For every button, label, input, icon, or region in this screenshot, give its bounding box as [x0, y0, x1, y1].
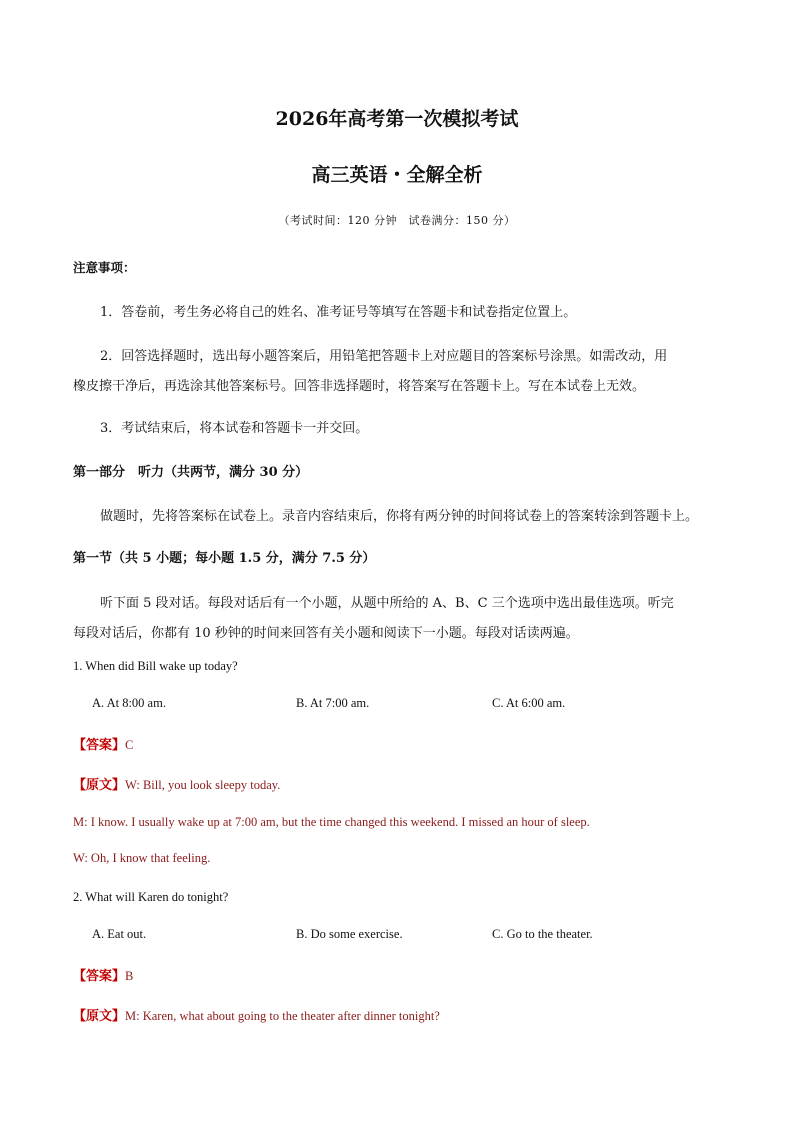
question-2-stem: 2. What will Karen do tonight? [73, 890, 229, 904]
question-2-answer [73, 965, 133, 984]
notice-item-2: 2．回答选择题时，选出每小题答案后，用铅笔把答题卡上对应题目的答案标号涂黑。如需改动，用 [100, 349, 668, 364]
part-one-instruction: 做题时，先将答案标在试卷上。录音内容结束后，你将有两分钟的时间将试卷上的答案转涂到答题卡上。 [100, 509, 699, 524]
section-one-instruction: 听下面 5 段对话。每段对话后有一个小题，从题中所给的 A、B、C 三个选项中选出最佳选项。听完 [100, 596, 674, 611]
transcript-label: 【原文】 [73, 778, 126, 793]
section-one-instruction-continued: 每段对话后，你都有 10 秒钟的时间来回答有关小题和阅读下一小题。每段对话读两遍。 [73, 626, 579, 641]
question-1-option-c: C. At 6:00 am. [492, 696, 566, 710]
question-1-transcript [73, 774, 280, 793]
answer-label: 【答案】 [73, 969, 126, 984]
question-2-transcript [73, 1005, 440, 1024]
question-2-option-c: C. Go to the theater. [492, 927, 593, 941]
transcript-line: M: I know. I usually wake up at 7:00 am, but the time changed this weekend. I missed an hour of sleep. [73, 815, 590, 829]
question-2-option-b: B. Do some exercise. [296, 927, 403, 941]
exam-info: （考试时间：120 分钟 试卷满分：150 分） [278, 214, 516, 227]
question-1-answer [73, 734, 133, 753]
transcript-line: W: Oh, I know that feeling. [73, 851, 211, 865]
section-one-heading: 第一节（共 5 小题；每小题 1.5 分，满分 7.5 分） [73, 551, 376, 566]
notice-item-1: 1．答卷前，考生务必将自己的姓名、准考证号等填写在答题卡和试卷指定位置上。 [100, 305, 577, 320]
exam-subtitle: 高三英语・全解全析 [311, 164, 483, 186]
question-1-option-b: B. At 7:00 am. [296, 696, 370, 710]
notice-item-2-continued: 橡皮擦干净后，再选涂其他答案标号。回答非选择题时，将答案写在答题卡上。写在本试卷上无效。 [73, 379, 646, 394]
question-2-option-a: A. Eat out. [92, 927, 147, 941]
transcript-label: 【原文】 [73, 1009, 126, 1024]
notice-heading: 注意事项： [73, 260, 136, 275]
answer-value: B [125, 969, 134, 983]
answer-label: 【答案】 [73, 738, 126, 753]
transcript-line: W: Bill, you look sleepy today. [125, 778, 281, 792]
exam-title: 2026年高考第一次模拟考试 [275, 108, 519, 130]
notice-item-3: 3．考试结束后，将本试卷和答题卡一并交回。 [100, 421, 369, 436]
transcript-line: M: Karen, what about going to the theater after dinner tonight? [125, 1009, 440, 1023]
question-1-stem: 1. When did Bill wake up today? [73, 659, 238, 673]
answer-value: C [125, 738, 134, 752]
question-1-option-a: A. At 8:00 am. [92, 696, 166, 710]
part-one-heading: 第一部分 听力（共两节，满分 30 分） [73, 465, 309, 480]
